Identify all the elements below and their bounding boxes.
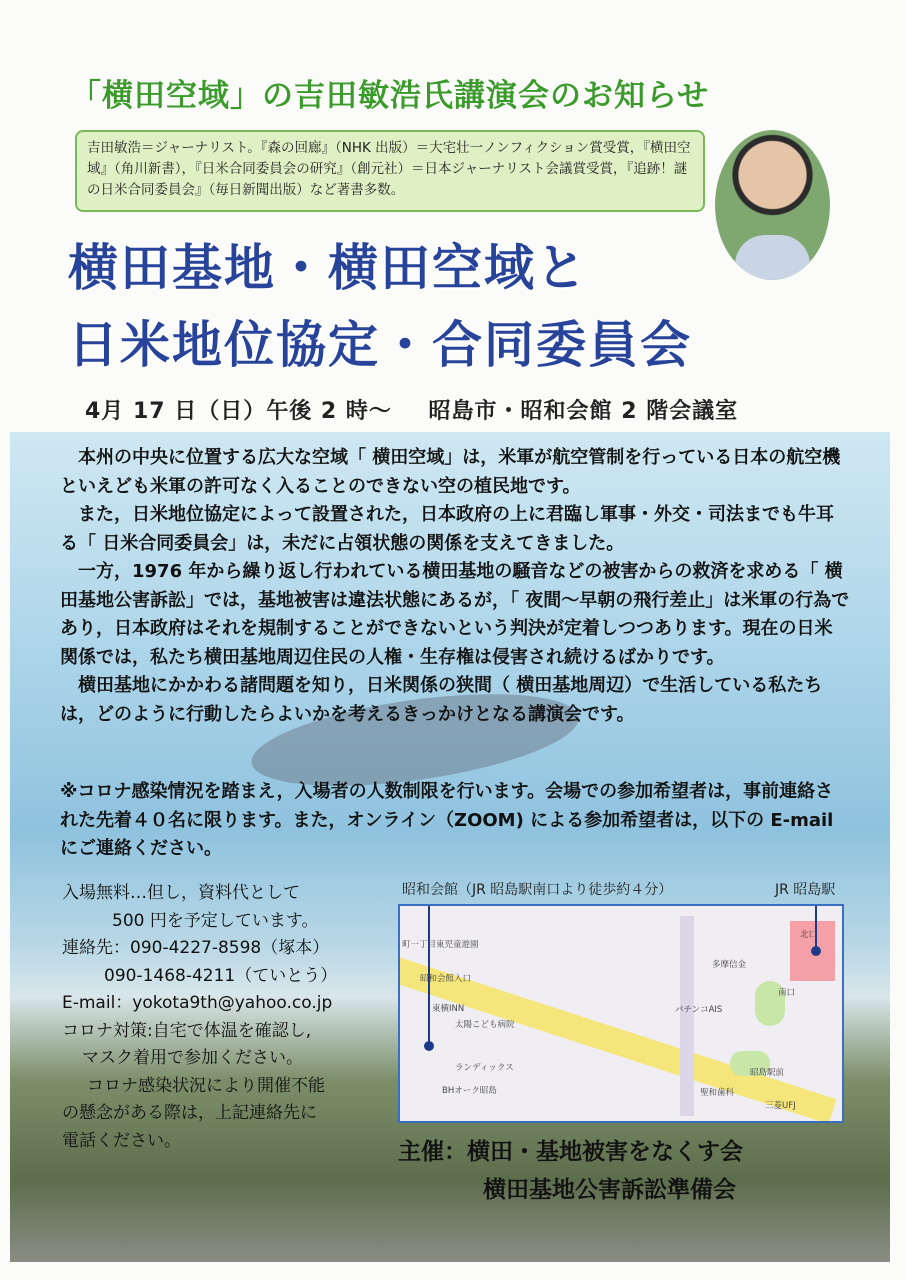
body-paragraph: また，日米地位協定によって設置された，日本政府の上に君臨し軍事・外交・司法までも牛耳る「 日米合同委員会」は，未だに占領状態の関係を支えてきました。	[60, 504, 834, 554]
event-subtitle: 「横田空域」の吉田敏浩氏講演会のお知らせ	[70, 78, 710, 114]
map-venue-label: 昭和会館（JR 昭島駅南口より徒歩約４分）	[402, 882, 673, 898]
body-paragraph: 一方，1976 年から繰り返し行われている横田基地の騒音などの被害からの救済を求める「 横田基地公害訴訟」では，基地被害は違法状態にあるが，「 夜間〜早朝の飛行差止」は米軍の行為であり，日本政府はそれを規制することができないという判決が定着しつつあります。現在の日米関係では，私たち横田基地周辺住民の人権・生存権は侵害され続けるばかりです。	[60, 561, 850, 668]
station-pin-line	[815, 906, 817, 946]
speaker-portrait	[715, 130, 830, 280]
map-label: パチンコAIS	[675, 1005, 723, 1015]
venue-pin-icon	[424, 1041, 434, 1051]
station-pin-icon	[811, 946, 821, 956]
map-station-label: JR 昭島駅	[775, 882, 836, 898]
contact-1: 連絡先：090-4227-8598（塚本）	[62, 938, 330, 958]
admission-text: 入場無料…但し，資料代として	[62, 883, 300, 903]
covid-measure-2: マスク着用で参加ください。	[82, 1048, 303, 1068]
map-label: 昭和会館入口	[420, 974, 472, 984]
body-text	[60, 444, 850, 729]
organizer-line-2: 横田基地公害訴訟準備会	[483, 1177, 736, 1203]
map-label: 太陽こども病院	[455, 1020, 515, 1030]
map-label: 南口	[778, 988, 796, 998]
covid-measure-4: の懸念がある際は，上記連絡先に	[62, 1103, 317, 1123]
fee-text: 500 円を予定しています。	[112, 910, 319, 931]
info-block	[62, 880, 392, 1155]
venue-map	[398, 904, 844, 1123]
map-label: 北口	[800, 930, 818, 940]
event-place: 昭島市・昭和会館 2 階会議室	[428, 399, 739, 424]
body-paragraph: 横田基地にかかわる諸問題を知り，日米関係の狭間（ 横田基地周辺）で生活している私たちは，どのように行動したらよいかを考えるきっかけとなる講演会です。	[60, 675, 823, 725]
map-label: 多摩信金	[712, 960, 747, 970]
map-label: 聖和歯科	[700, 1088, 735, 1098]
covid-measure-3: コロナ感染状況により開催不能	[87, 1075, 325, 1096]
event-datetime: 4月 17 日（日）午後 2 時〜	[85, 399, 392, 424]
speaker-bio-box: 吉田敏浩＝ジャーナリスト。『森の回廊』（NHK 出版）＝大宅壮一ノンフィクション賞受賞，『横田空域』（角川新書），『日米合同委員会の研究』（創元社）＝日本ジャーナリスト会議賞受賞，『追跡！謎の日米合同委員会』（毎日新聞出版）など著書多数。	[75, 130, 705, 212]
map-road	[680, 916, 694, 1116]
covid-notice: ※コロナ感染情況を踏まえ，入場者の人数制限を行います。会場での参加希望者は，事前連絡された先着４０名に限ります。また，オンライン（ZOOM) による参加希望者は，以下の E-mail にご連絡ください。	[60, 781, 834, 859]
email-address[interactable]: E-mail：yokota9th@yahoo.co.jp	[62, 993, 333, 1013]
organizer-block	[398, 1133, 743, 1209]
map-label: 昭島駅前	[750, 1068, 785, 1078]
map-label: 町一丁目東児童遊園	[402, 940, 479, 950]
map-label: BHオーク昭島	[442, 1086, 497, 1096]
headline-line-2: 日米地位協定・合同委員会	[68, 316, 692, 374]
contact-2: 090-1468-4211（ていとう）	[104, 965, 338, 986]
headline-line-1: 横田基地・横田空域と	[68, 239, 588, 297]
event-date-place	[85, 394, 825, 425]
body-paragraph: 本州の中央に位置する広大な空域「 横田空域」は，米軍が航空管制を行っている日本の航空機といえども米軍の許可なく入ることのできない空の植民地です。	[60, 447, 841, 497]
map-label: 東横INN	[432, 1004, 465, 1014]
map-label: 三菱UFJ	[765, 1101, 796, 1111]
organizer-line-1: 主催：横田・基地被害をなくす会	[398, 1139, 743, 1165]
covid-measure-5: 電話ください。	[62, 1130, 181, 1151]
covid-measure-1: コロナ対策:自宅で体温を確認し,	[62, 1020, 312, 1041]
map-label: ランディックス	[455, 1063, 514, 1073]
